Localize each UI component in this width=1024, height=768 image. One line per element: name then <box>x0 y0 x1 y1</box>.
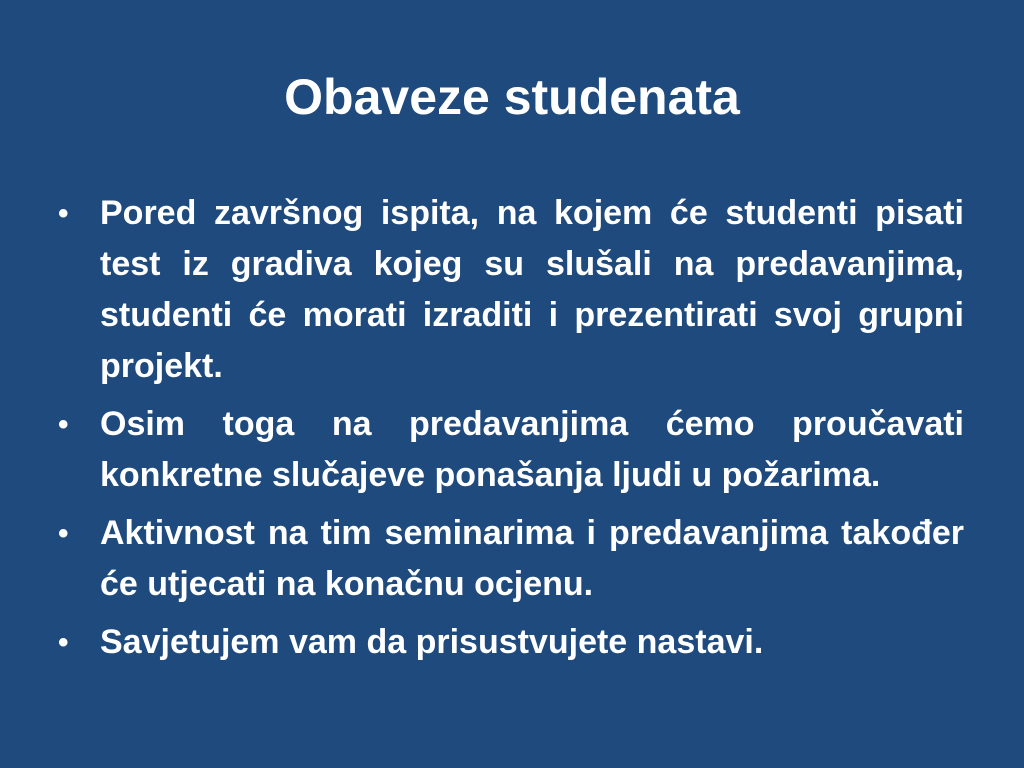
bullet-text: Aktivnost na tim seminarima i predavanjima također će utjecati na konačnu ocjenu. <box>100 514 964 603</box>
bullet-text: Osim toga na predavanjima ćemo proučavati konkretne slučajeve ponašanja ljudi u požarima. <box>100 405 964 494</box>
slide-title: Obaveze studenata <box>284 69 740 125</box>
bullet-icon: • <box>58 408 69 441</box>
bullet-item <box>56 508 964 610</box>
bullet-list <box>56 188 964 675</box>
bullet-text: Savjetujem vam da prisustvujete nastavi. <box>100 623 764 661</box>
bullet-item <box>56 617 964 668</box>
bullet-item <box>56 188 964 392</box>
bullet-icon: • <box>58 626 69 659</box>
bullet-item <box>56 399 964 501</box>
bullet-text: Pored završnog ispita, na kojem će studenti pisati test iz gradiva kojeg su slušali na predavanjima, studenti će morati izraditi i prezentirati svoj grupni projekt. <box>100 194 964 385</box>
bullet-icon: • <box>58 197 69 230</box>
bullet-icon: • <box>58 517 69 550</box>
